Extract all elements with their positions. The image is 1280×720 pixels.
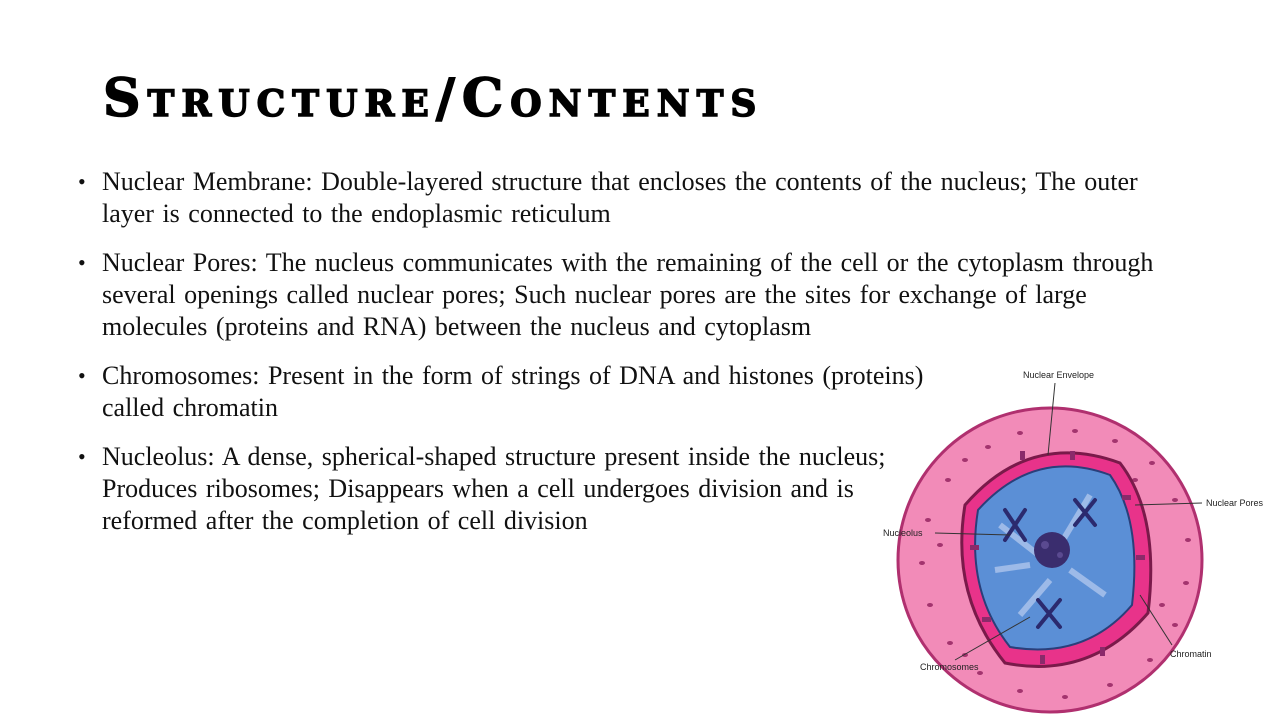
label-chromatin: Chromatin xyxy=(1170,649,1212,659)
label-nuclear-envelope: Nuclear Envelope xyxy=(1023,370,1095,380)
bullet-nuclear-membrane: • Nuclear Membrane: Double-layered structure that encloses the contents of the nucleus; The outer layer is connected to the endoplasmic reticulum xyxy=(78,166,1182,230)
nucleus-diagram xyxy=(870,355,1280,720)
bullet-chromosomes: • Chromosomes: Present in the form of strings of DNA and histones (proteins) called chromatin xyxy=(78,360,962,424)
nucleus-illustration xyxy=(870,355,1280,720)
label-chromosomes: Chromosomes xyxy=(920,662,979,672)
bullet-nuclear-pores: • Nuclear Pores: The nucleus communicates with the remaining of the cell or the cytoplasm through several openings called nuclear pores; Such nuclear pores are the sites for exchange of large molecules (proteins and RNA) between the nucleus and cytoplasm xyxy=(78,247,1182,343)
nucleolus xyxy=(1034,532,1070,568)
label-nucleolus: Nucleolus xyxy=(883,528,923,538)
label-nuclear-pores: Nuclear Pores xyxy=(1206,498,1264,508)
bullet-nucleolus: • Nucleolus: A dense, spherical-shaped structure present inside the nucleus; Produces ribosomes; Disappears when a cell undergoes division and is reformed after the completion of cell division xyxy=(78,441,892,537)
slide-title: Structure/Contents xyxy=(103,68,764,129)
